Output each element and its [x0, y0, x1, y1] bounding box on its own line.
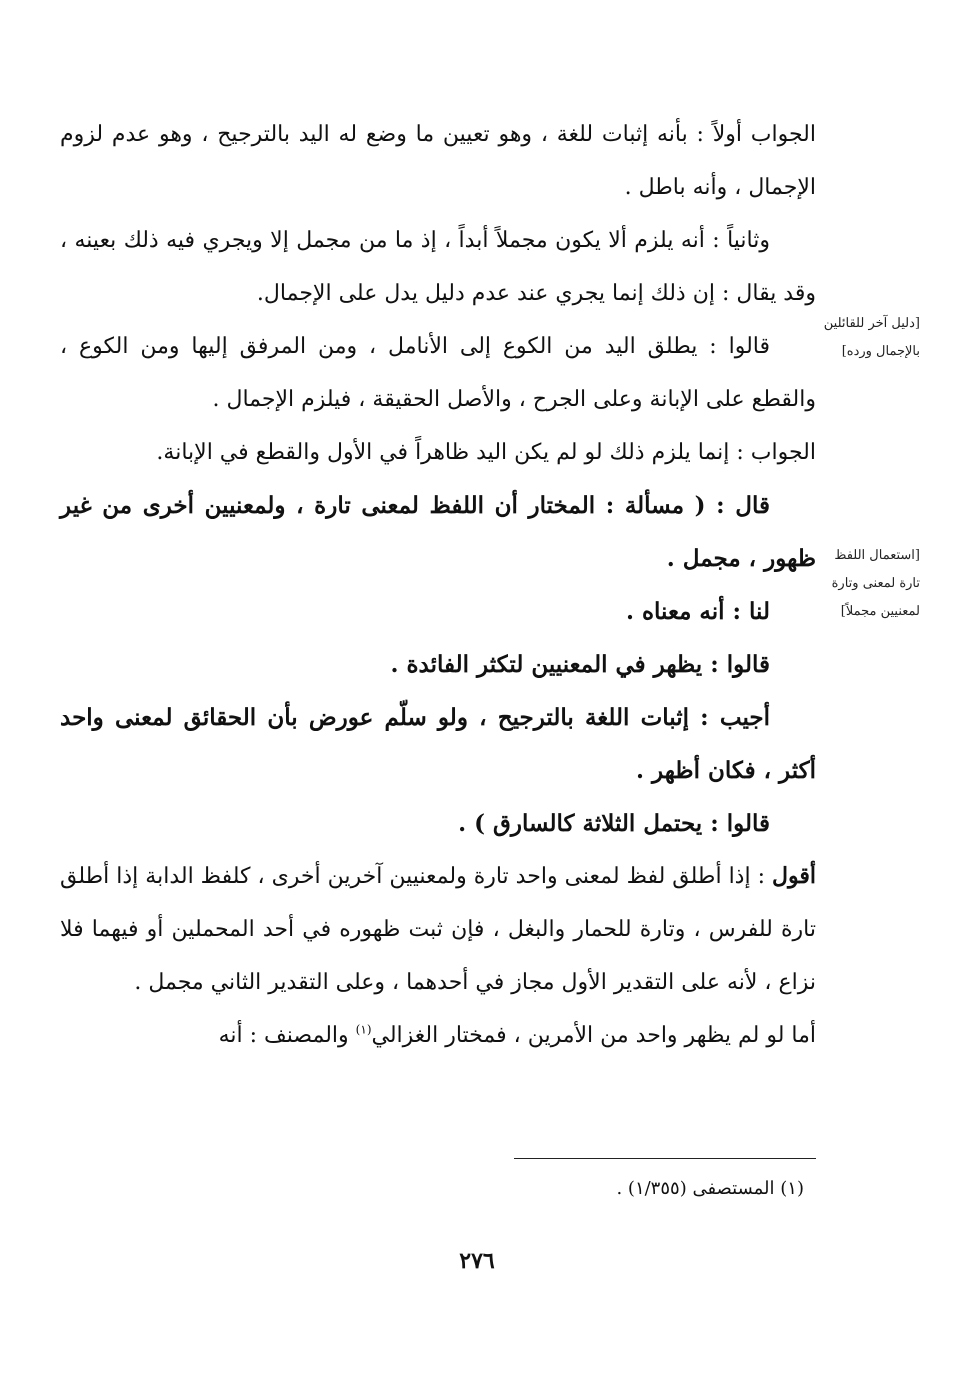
paragraph-answer-first: الجواب أولاً : بأنه إثبات للغة ، وهو تعيين ما وضع له اليد بالترجيح ، وهو عدم لزوم الإجمال ، وأنه باطل . [60, 122, 817, 200]
paragraph-secondly: وثانياً : أنه يلزم ألا يكون مجملاً أبداً ، إذ ما من مجمل إلا ويجري فيه ذلك بعينه ، وقد يقال : إن ذلك إنما يجري عند عدم دليل يدل على الإجمال. [60, 228, 816, 306]
paragraph-last [60, 1009, 816, 1062]
last-text-after: والمصنف : أنه [218, 1023, 356, 1048]
side-note-other-evidence: [دليل آخر للقائلين بالإجمال ورده] [823, 316, 920, 359]
commentary-keyword: أقول [772, 863, 816, 889]
paragraph-matn-for-us: لنا : أنه معناه . [625, 598, 770, 625]
paragraph-matn-three: قالوا : يحتمل الثلاثة كالسارق ) . [458, 810, 770, 837]
paragraph-they-said-hand: قالوا : يطلق اليد من الكوع إلى الأنامل ، ومن المرفق إليها ومن الكوع ، والقطع على الإبانة وعلى الجرح ، والأصل الحقيقة ، فيلزم الإجمال . [60, 334, 816, 412]
footnote-marker: (١) [355, 1022, 372, 1037]
paragraph-matn-reply: أجيب : إثبات اللغة بالترجيح ، ولو سلّم عورض بأن الحقائق لمعنى واحد أكثر ، فكان أظهر . [60, 704, 816, 784]
main-text [60, 108, 816, 1062]
paragraph-commentary [60, 850, 816, 1009]
paragraph-matn-they-said: قالوا : يظهر في المعنيين لتكثر الفائدة . [390, 651, 770, 678]
footnote: (١) المستصفى (١/٣٥٥) . [616, 1178, 804, 1199]
commentary-text: : إذا أطلق لفظ لمعنى واحد تارة ولمعنيين آخرين أخرى ، كلفظ الدابة إذا أطلق تارة للفرس ، وتارة للحمار والبغل ، فإن ثبت ظهوره في أحد المحملين أو فيهما فلا نزاع ، لأنه على التقدير الأول مجاز في أحدهما ، وعلى التقدير الثاني مجمل . [60, 864, 816, 995]
footnote-divider [514, 1158, 816, 1159]
last-text-before: أما لو لم يظهر واحد من الأمرين ، فمختار الغزالي [371, 1023, 816, 1048]
page-number: ٢٧٦ [459, 1248, 495, 1274]
side-note-word-usage: [استعمال اللفظ تارة لمعنى وتارة لمعنيين مجملاً] [831, 548, 920, 619]
paragraph-matn-issue: قال : ( مسألة : المختار أن اللفظ لمعنى تارة ، ولمعنيين أخرى من غير ظهور ، مجمل . [60, 492, 816, 572]
paragraph-answer: الجواب : إنما يلزم ذلك لو لم يكن اليد ظاهراً في الأول والقطع في الإبانة. [156, 440, 816, 465]
